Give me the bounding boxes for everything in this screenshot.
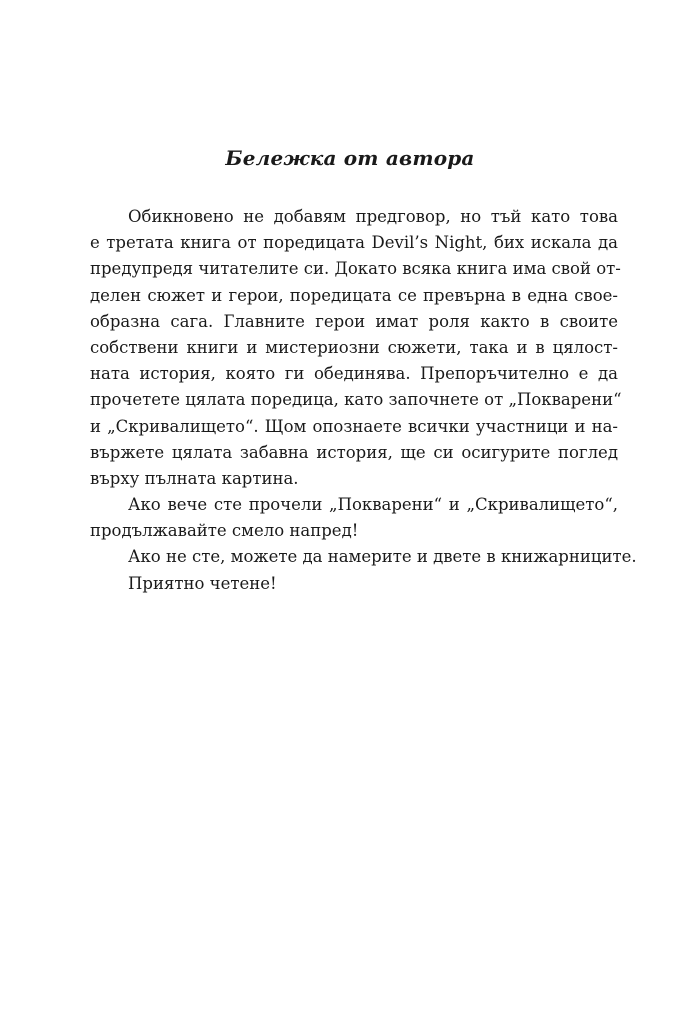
text-line: образна сага. Главните герои имат роля както в своите	[90, 311, 618, 331]
authors-note-text	[90, 204, 637, 597]
text-line: вържете цялата забавна история, ще си осигурите поглед	[90, 442, 618, 462]
text-line: ната история, която ги обединява. Препоръчително е да	[90, 364, 618, 384]
text-line: прочетете цялата поредица, като започнете от „Покварени“	[90, 390, 622, 410]
text-line: предупредя читателите си. Докато всяка книга има свой от-	[90, 259, 621, 279]
page-title: Бележка от автора	[225, 146, 475, 170]
text-line: е третата книга от поредицата Devil’s Night, бих искала да	[90, 233, 618, 253]
text-line: Ако вече сте прочели „Покварени“ и „Скривалището“,	[128, 495, 618, 515]
text-line: продължавайте смело напред!	[90, 521, 359, 541]
text-line: Приятно четене!	[128, 573, 277, 593]
text-line: върху пълната картина.	[90, 468, 299, 488]
text-line: Обикновено не добавям предговор, но тъй като това	[128, 207, 618, 226]
text-line: Ако не сте, можете да намерите и двете в книжарниците.	[128, 547, 637, 567]
text-line: собствени книги и мистериозни сюжети, така и в цялост-	[90, 337, 618, 357]
text-line: делен сюжет и герои, поредицата се превърна в една свое-	[90, 285, 618, 305]
text-line: и „Скривалището“. Щом опознаете всички участници и на-	[90, 416, 618, 436]
